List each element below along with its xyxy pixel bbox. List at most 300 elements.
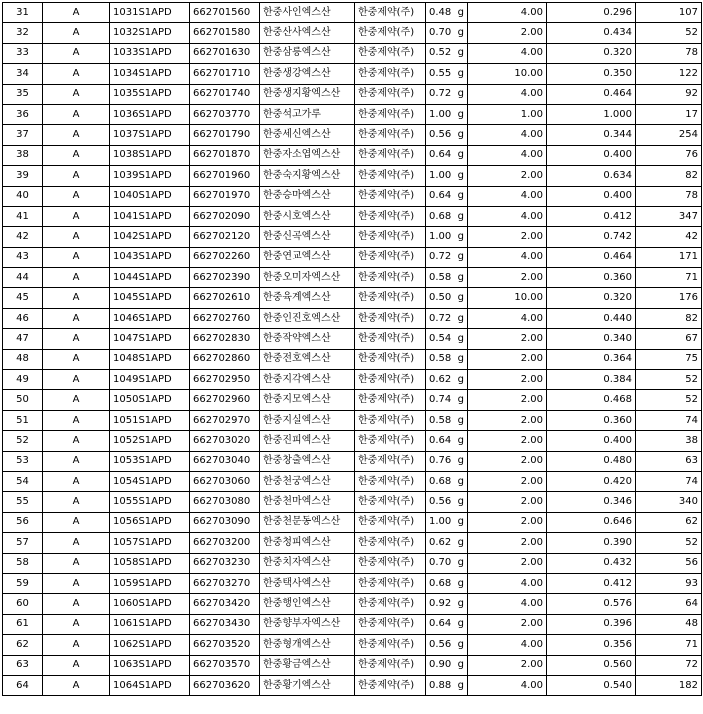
ratio-cell: 4.00	[468, 247, 547, 267]
product-name-cell: 한중향부자엑스산	[260, 614, 355, 634]
insurance-code-cell: 662701740	[190, 84, 260, 104]
grade-cell: A	[43, 64, 110, 84]
price-cell: 56	[636, 553, 702, 573]
product-name-cell: 한중천궁엑스산	[260, 471, 355, 491]
dose-amount-cell	[426, 288, 468, 308]
row-number-cell: 45	[3, 288, 43, 308]
table-row	[3, 553, 702, 573]
ratio-cell: 2.00	[468, 431, 547, 451]
manufacturer-cell: 한중제약(주)	[355, 431, 426, 451]
product-name-cell: 한중육계엑스산	[260, 288, 355, 308]
insurance-code-cell: 662702960	[190, 390, 260, 410]
manufacturer-cell: 한중제약(주)	[355, 3, 426, 23]
ratio-cell: 2.00	[468, 268, 547, 288]
price-cell: 78	[636, 43, 702, 63]
dose-value: 0.72	[429, 88, 452, 100]
insurance-code-cell: 662703080	[190, 492, 260, 512]
insurance-code-cell: 662703200	[190, 533, 260, 553]
dose-amount-cell	[426, 512, 468, 532]
dose-unit: g	[457, 6, 464, 18]
product-code-cell: 1052S1APD	[110, 431, 190, 451]
product-name-cell: 한중행인엑스산	[260, 594, 355, 614]
ratio-cell: 4.00	[468, 573, 547, 593]
ratio-cell: 2.00	[468, 227, 547, 247]
dose-amount-cell	[426, 655, 468, 675]
factor-cell: 0.384	[547, 370, 636, 390]
price-cell: 67	[636, 329, 702, 349]
insurance-code-cell: 662701630	[190, 43, 260, 63]
dose-unit: g	[457, 292, 464, 304]
dose-unit: g	[457, 210, 464, 222]
dose-value: 0.76	[429, 455, 452, 467]
price-cell: 72	[636, 655, 702, 675]
factor-cell: 0.400	[547, 145, 636, 165]
factor-cell: 0.320	[547, 43, 636, 63]
dose-unit: g	[457, 169, 464, 181]
factor-cell: 0.440	[547, 308, 636, 328]
manufacturer-cell: 한중제약(주)	[355, 553, 426, 573]
dose-amount-cell	[426, 533, 468, 553]
product-name-cell: 한중지모엑스산	[260, 390, 355, 410]
insurance-code-cell: 662702090	[190, 206, 260, 226]
dose-amount-cell	[426, 3, 468, 23]
manufacturer-cell: 한중제약(주)	[355, 43, 426, 63]
row-number-cell: 62	[3, 635, 43, 655]
dose-unit: g	[457, 67, 464, 79]
factor-cell: 0.340	[547, 329, 636, 349]
manufacturer-cell: 한중제약(주)	[355, 655, 426, 675]
dose-unit: g	[457, 577, 464, 589]
insurance-code-cell: 662703020	[190, 431, 260, 451]
manufacturer-cell: 한중제약(주)	[355, 125, 426, 145]
grade-cell: A	[43, 655, 110, 675]
product-code-cell: 1049S1APD	[110, 370, 190, 390]
product-code-cell: 1040S1APD	[110, 186, 190, 206]
dose-unit: g	[457, 496, 464, 508]
grade-cell: A	[43, 308, 110, 328]
factor-cell: 0.432	[547, 553, 636, 573]
factor-cell: 0.742	[547, 227, 636, 247]
product-code-cell: 1044S1APD	[110, 268, 190, 288]
ratio-cell: 4.00	[468, 3, 547, 23]
product-name-cell: 한중오미자엑스산	[260, 268, 355, 288]
ratio-cell: 2.00	[468, 655, 547, 675]
row-number-cell: 52	[3, 431, 43, 451]
product-name-cell: 한중전호엑스산	[260, 349, 355, 369]
dose-unit: g	[457, 536, 464, 548]
grade-cell: A	[43, 43, 110, 63]
dose-unit: g	[457, 618, 464, 630]
row-number-cell: 59	[3, 573, 43, 593]
table-row	[3, 104, 702, 124]
insurance-code-cell: 662702830	[190, 329, 260, 349]
table-row	[3, 349, 702, 369]
dose-value: 0.72	[429, 251, 452, 263]
product-name-cell: 한중자소엽엑스산	[260, 145, 355, 165]
grade-cell: A	[43, 145, 110, 165]
factor-cell: 0.350	[547, 64, 636, 84]
dose-value: 0.64	[429, 618, 452, 630]
row-number-cell: 32	[3, 23, 43, 43]
insurance-code-cell: 662703270	[190, 573, 260, 593]
dose-value: 0.54	[429, 332, 452, 344]
manufacturer-cell: 한중제약(주)	[355, 64, 426, 84]
dose-value: 0.56	[429, 129, 452, 141]
insurance-code-cell: 662703420	[190, 594, 260, 614]
price-cell: 347	[636, 206, 702, 226]
product-code-cell: 1045S1APD	[110, 288, 190, 308]
product-name-cell: 한중형개엑스산	[260, 635, 355, 655]
product-name-cell: 한중인진호엑스산	[260, 308, 355, 328]
factor-cell: 0.360	[547, 410, 636, 430]
table-row	[3, 431, 702, 451]
price-cell: 42	[636, 227, 702, 247]
table-row	[3, 227, 702, 247]
table-row	[3, 594, 702, 614]
dose-unit: g	[457, 659, 464, 671]
dose-value: 0.64	[429, 434, 452, 446]
insurance-code-cell: 662701580	[190, 23, 260, 43]
price-cell: 52	[636, 370, 702, 390]
factor-cell: 0.356	[547, 635, 636, 655]
manufacturer-cell: 한중제약(주)	[355, 451, 426, 471]
dose-unit: g	[457, 475, 464, 487]
dose-amount-cell	[426, 23, 468, 43]
row-number-cell: 57	[3, 533, 43, 553]
manufacturer-cell: 한중제약(주)	[355, 614, 426, 634]
ratio-cell: 2.00	[468, 410, 547, 430]
factor-cell: 0.576	[547, 594, 636, 614]
row-number-cell: 53	[3, 451, 43, 471]
product-code-cell: 1062S1APD	[110, 635, 190, 655]
grade-cell: A	[43, 370, 110, 390]
product-name-cell: 한중진피엑스산	[260, 431, 355, 451]
product-code-cell: 1042S1APD	[110, 227, 190, 247]
price-cell: 52	[636, 23, 702, 43]
factor-cell: 0.400	[547, 431, 636, 451]
dose-amount-cell	[426, 329, 468, 349]
grade-cell: A	[43, 247, 110, 267]
dose-unit: g	[457, 108, 464, 120]
dose-value: 0.70	[429, 27, 452, 39]
ratio-cell: 2.00	[468, 23, 547, 43]
dose-value: 1.00	[429, 108, 452, 120]
price-cell: 76	[636, 145, 702, 165]
row-number-cell: 54	[3, 471, 43, 491]
price-cell: 122	[636, 64, 702, 84]
price-cell: 93	[636, 573, 702, 593]
dose-unit: g	[457, 129, 464, 141]
dose-amount-cell	[426, 84, 468, 104]
dose-value: 0.68	[429, 210, 452, 222]
product-name-cell: 한중생강엑스산	[260, 64, 355, 84]
product-table	[2, 2, 702, 696]
dose-amount-cell	[426, 492, 468, 512]
manufacturer-cell: 한중제약(주)	[355, 675, 426, 695]
manufacturer-cell: 한중제약(주)	[355, 573, 426, 593]
ratio-cell: 2.00	[468, 512, 547, 532]
manufacturer-cell: 한중제약(주)	[355, 104, 426, 124]
product-name-cell: 한중석고가루	[260, 104, 355, 124]
dose-value: 0.88	[429, 679, 452, 691]
insurance-code-cell: 662703570	[190, 655, 260, 675]
ratio-cell: 1.00	[468, 104, 547, 124]
row-number-cell: 64	[3, 675, 43, 695]
table-row	[3, 308, 702, 328]
product-name-cell: 한중천문동엑스산	[260, 512, 355, 532]
dose-value: 0.62	[429, 536, 452, 548]
product-code-cell: 1061S1APD	[110, 614, 190, 634]
dose-value: 1.00	[429, 169, 452, 181]
price-cell: 107	[636, 3, 702, 23]
manufacturer-cell: 한중제약(주)	[355, 349, 426, 369]
price-cell: 340	[636, 492, 702, 512]
manufacturer-cell: 한중제약(주)	[355, 471, 426, 491]
manufacturer-cell: 한중제약(주)	[355, 288, 426, 308]
grade-cell: A	[43, 390, 110, 410]
row-number-cell: 36	[3, 104, 43, 124]
manufacturer-cell: 한중제약(주)	[355, 512, 426, 532]
manufacturer-cell: 한중제약(주)	[355, 268, 426, 288]
product-name-cell: 한중치자엑스산	[260, 553, 355, 573]
dose-unit: g	[457, 414, 464, 426]
manufacturer-cell: 한중제약(주)	[355, 186, 426, 206]
grade-cell: A	[43, 512, 110, 532]
table-row	[3, 533, 702, 553]
dose-amount-cell	[426, 247, 468, 267]
insurance-code-cell: 662703090	[190, 512, 260, 532]
row-number-cell: 43	[3, 247, 43, 267]
manufacturer-cell: 한중제약(주)	[355, 145, 426, 165]
grade-cell: A	[43, 471, 110, 491]
insurance-code-cell: 662701560	[190, 3, 260, 23]
dose-unit: g	[457, 27, 464, 39]
ratio-cell: 4.00	[468, 145, 547, 165]
factor-cell: 0.646	[547, 512, 636, 532]
product-code-cell: 1046S1APD	[110, 308, 190, 328]
product-code-cell: 1047S1APD	[110, 329, 190, 349]
insurance-code-cell: 662703040	[190, 451, 260, 471]
product-code-cell: 1048S1APD	[110, 349, 190, 369]
ratio-cell: 2.00	[468, 329, 547, 349]
price-cell: 17	[636, 104, 702, 124]
row-number-cell: 50	[3, 390, 43, 410]
grade-cell: A	[43, 84, 110, 104]
insurance-code-cell: 662702610	[190, 288, 260, 308]
dose-value: 0.72	[429, 312, 452, 324]
insurance-code-cell: 662703060	[190, 471, 260, 491]
manufacturer-cell: 한중제약(주)	[355, 84, 426, 104]
manufacturer-cell: 한중제약(주)	[355, 166, 426, 186]
grade-cell: A	[43, 431, 110, 451]
dose-value: 0.68	[429, 475, 452, 487]
dose-unit: g	[457, 88, 464, 100]
dose-value: 0.74	[429, 394, 452, 406]
table-row	[3, 206, 702, 226]
factor-cell: 0.412	[547, 573, 636, 593]
row-number-cell: 47	[3, 329, 43, 349]
table-row	[3, 614, 702, 634]
price-cell: 82	[636, 308, 702, 328]
product-name-cell: 한중택사엑스산	[260, 573, 355, 593]
dose-amount-cell	[426, 308, 468, 328]
product-code-cell: 1063S1APD	[110, 655, 190, 675]
dose-unit: g	[457, 353, 464, 365]
table-row	[3, 635, 702, 655]
ratio-cell: 4.00	[468, 594, 547, 614]
grade-cell: A	[43, 125, 110, 145]
grade-cell: A	[43, 594, 110, 614]
table-row	[3, 23, 702, 43]
ratio-cell: 2.00	[468, 349, 547, 369]
product-code-cell: 1038S1APD	[110, 145, 190, 165]
ratio-cell: 2.00	[468, 390, 547, 410]
row-number-cell: 63	[3, 655, 43, 675]
row-number-cell: 34	[3, 64, 43, 84]
dose-value: 0.68	[429, 577, 452, 589]
row-number-cell: 42	[3, 227, 43, 247]
product-name-cell: 한중삼릉엑스산	[260, 43, 355, 63]
dose-value: 0.58	[429, 271, 452, 283]
dose-unit: g	[457, 455, 464, 467]
product-code-cell: 1043S1APD	[110, 247, 190, 267]
row-number-cell: 46	[3, 308, 43, 328]
grade-cell: A	[43, 492, 110, 512]
product-code-cell: 1064S1APD	[110, 675, 190, 695]
price-cell: 82	[636, 166, 702, 186]
ratio-cell: 2.00	[468, 166, 547, 186]
grade-cell: A	[43, 635, 110, 655]
dose-unit: g	[457, 149, 464, 161]
dose-amount-cell	[426, 635, 468, 655]
ratio-cell: 2.00	[468, 451, 547, 471]
factor-cell: 0.390	[547, 533, 636, 553]
grade-cell: A	[43, 675, 110, 695]
manufacturer-cell: 한중제약(주)	[355, 594, 426, 614]
manufacturer-cell: 한중제약(주)	[355, 247, 426, 267]
dose-amount-cell	[426, 206, 468, 226]
row-number-cell: 40	[3, 186, 43, 206]
price-cell: 71	[636, 268, 702, 288]
factor-cell: 0.412	[547, 206, 636, 226]
ratio-cell: 10.00	[468, 64, 547, 84]
dose-value: 0.90	[429, 659, 452, 671]
dose-amount-cell	[426, 675, 468, 695]
row-number-cell: 41	[3, 206, 43, 226]
insurance-code-cell: 662702950	[190, 370, 260, 390]
table-row	[3, 410, 702, 430]
dose-amount-cell	[426, 614, 468, 634]
factor-cell: 0.400	[547, 186, 636, 206]
dose-amount-cell	[426, 186, 468, 206]
ratio-cell: 2.00	[468, 533, 547, 553]
factor-cell: 1.000	[547, 104, 636, 124]
product-code-cell: 1032S1APD	[110, 23, 190, 43]
product-code-cell: 1060S1APD	[110, 594, 190, 614]
product-name-cell: 한중시호엑스산	[260, 206, 355, 226]
dose-unit: g	[457, 190, 464, 202]
product-code-cell: 1056S1APD	[110, 512, 190, 532]
product-name-cell: 한중신곡엑스산	[260, 227, 355, 247]
insurance-code-cell: 662702390	[190, 268, 260, 288]
price-cell: 63	[636, 451, 702, 471]
table-row	[3, 166, 702, 186]
grade-cell: A	[43, 186, 110, 206]
table-row	[3, 84, 702, 104]
factor-cell: 0.540	[547, 675, 636, 695]
ratio-cell: 4.00	[468, 43, 547, 63]
product-name-cell: 한중황기엑스산	[260, 675, 355, 695]
factor-cell: 0.396	[547, 614, 636, 634]
factor-cell: 0.468	[547, 390, 636, 410]
table-row	[3, 675, 702, 695]
table-row	[3, 43, 702, 63]
ratio-cell: 4.00	[468, 206, 547, 226]
table-row	[3, 471, 702, 491]
dose-amount-cell	[426, 166, 468, 186]
ratio-cell: 4.00	[468, 186, 547, 206]
insurance-code-cell: 662703520	[190, 635, 260, 655]
dose-amount-cell	[426, 451, 468, 471]
table-row	[3, 512, 702, 532]
insurance-code-cell: 662701870	[190, 145, 260, 165]
table-row	[3, 655, 702, 675]
table-row	[3, 125, 702, 145]
dose-amount-cell	[426, 594, 468, 614]
grade-cell: A	[43, 349, 110, 369]
manufacturer-cell: 한중제약(주)	[355, 206, 426, 226]
grade-cell: A	[43, 329, 110, 349]
row-number-cell: 33	[3, 43, 43, 63]
price-cell: 52	[636, 533, 702, 553]
product-code-cell: 1041S1APD	[110, 206, 190, 226]
ratio-cell: 4.00	[468, 635, 547, 655]
row-number-cell: 37	[3, 125, 43, 145]
ratio-cell: 4.00	[468, 125, 547, 145]
factor-cell: 0.464	[547, 84, 636, 104]
product-name-cell: 한중청피엑스산	[260, 533, 355, 553]
ratio-cell: 10.00	[468, 288, 547, 308]
table-row	[3, 247, 702, 267]
insurance-code-cell: 662702970	[190, 410, 260, 430]
price-cell: 182	[636, 675, 702, 695]
dose-amount-cell	[426, 43, 468, 63]
price-cell: 64	[636, 594, 702, 614]
product-code-cell: 1034S1APD	[110, 64, 190, 84]
manufacturer-cell: 한중제약(주)	[355, 410, 426, 430]
dose-unit: g	[457, 638, 464, 650]
grade-cell: A	[43, 104, 110, 124]
dose-value: 1.00	[429, 230, 452, 242]
dose-amount-cell	[426, 64, 468, 84]
dose-unit: g	[457, 332, 464, 344]
factor-cell: 0.364	[547, 349, 636, 369]
dose-amount-cell	[426, 268, 468, 288]
product-name-cell: 한중창출엑스산	[260, 451, 355, 471]
price-cell: 171	[636, 247, 702, 267]
dose-value: 0.56	[429, 638, 452, 650]
insurance-code-cell: 662702860	[190, 349, 260, 369]
product-code-cell: 1050S1APD	[110, 390, 190, 410]
manufacturer-cell: 한중제약(주)	[355, 390, 426, 410]
table-row	[3, 145, 702, 165]
dose-value: 0.58	[429, 353, 452, 365]
ratio-cell: 4.00	[468, 675, 547, 695]
dose-value: 0.50	[429, 292, 452, 304]
ratio-cell: 4.00	[468, 84, 547, 104]
insurance-code-cell: 662702120	[190, 227, 260, 247]
price-cell: 78	[636, 186, 702, 206]
